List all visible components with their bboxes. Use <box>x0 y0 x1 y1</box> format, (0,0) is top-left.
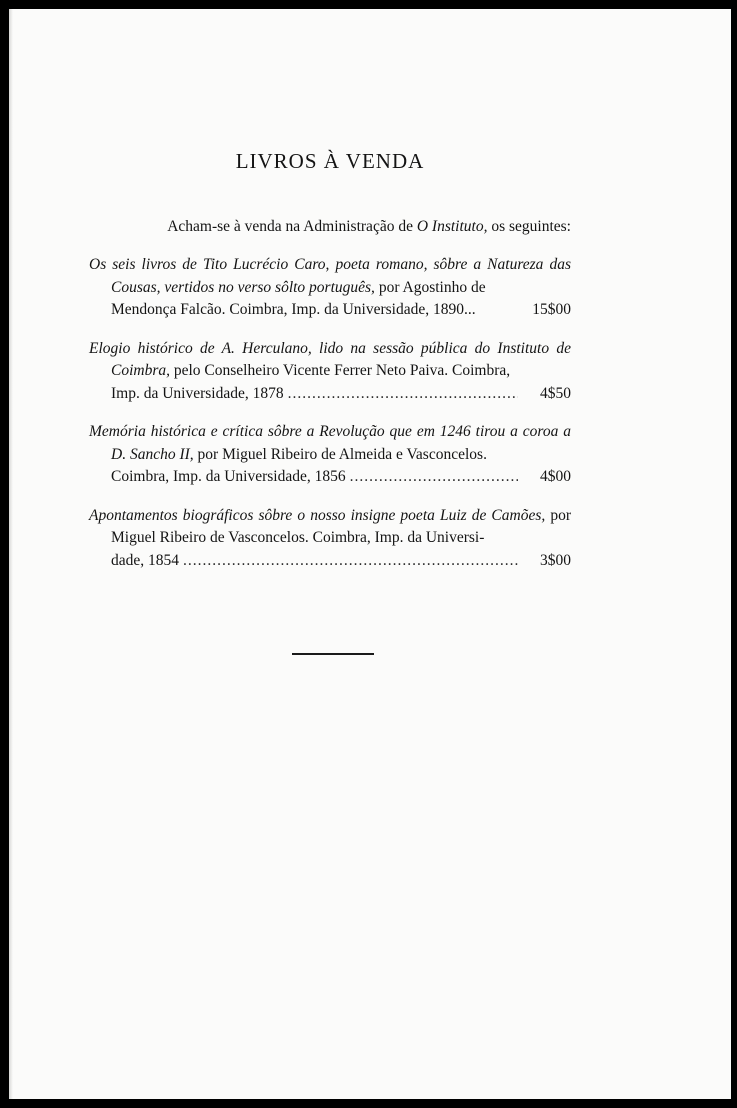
book-title: Apontamentos biográficos sôbre o nosso insigne poeta Luiz de Camões, <box>89 506 546 524</box>
dot-leader <box>350 466 518 489</box>
book-details: por Miguel Ribeiro de Vasconcelos. Coimbra, Imp. da Universi- <box>111 506 571 546</box>
book-title: Os seis livros de Tito Lucrécio Caro, poeta romano, sôbre a Natureza das Cousas, vertidos no verso sôlto português, <box>89 256 571 296</box>
book-entry <box>89 254 571 322</box>
book-imprint: Imp. da Universidade, 1878 <box>111 384 284 402</box>
book-details: por Agostinho de <box>374 278 486 296</box>
book-imprint-line <box>111 466 571 489</box>
book-imprint-line <box>111 299 571 322</box>
book-imprint-line <box>111 550 571 573</box>
page-edge-shadow <box>9 9 13 1099</box>
book-imprint-line <box>111 383 571 406</box>
intro-italic-title: O Instituto, <box>416 218 488 235</box>
closing-rule <box>292 653 374 655</box>
book-list <box>89 254 571 588</box>
document-page <box>9 9 731 1099</box>
book-details: por Miguel Ribeiro de Almeida e Vasconcelos. <box>193 445 487 463</box>
book-entry <box>89 505 571 573</box>
book-entry <box>89 338 571 406</box>
intro-paragraph <box>89 215 571 239</box>
intro-tail: os seguintes: <box>487 218 571 235</box>
book-price: 4$00 <box>540 468 571 485</box>
book-entry <box>89 421 571 489</box>
book-title: Memória histórica e crítica sôbre a Revolução que em 1246 tirou a coroa a D. Sancho II, <box>89 423 571 463</box>
book-imprint: dade, 1854 <box>111 551 180 569</box>
intro-text: Acham-se à venda na Administração de <box>167 218 417 235</box>
book-price: 3$00 <box>540 551 571 569</box>
dot-leader <box>183 550 518 573</box>
book-title: Elogio histórico de A. Herculano, lido na sessão pública do Instituto de Coimbra, <box>89 339 571 379</box>
book-price: 4$50 <box>540 384 571 402</box>
book-imprint: Mendonça Falcão. Coimbra, Imp. da Universidade, 1890... <box>111 301 476 318</box>
page-title: LIVROS À VENDA <box>235 149 425 173</box>
book-price: 15$00 <box>532 301 571 318</box>
dot-leader <box>288 383 518 406</box>
book-imprint: Coimbra, Imp. da Universidade, 1856 <box>111 468 346 485</box>
book-details: pelo Conselheiro Vicente Ferrer Neto Paiva. Coimbra, <box>170 362 511 379</box>
